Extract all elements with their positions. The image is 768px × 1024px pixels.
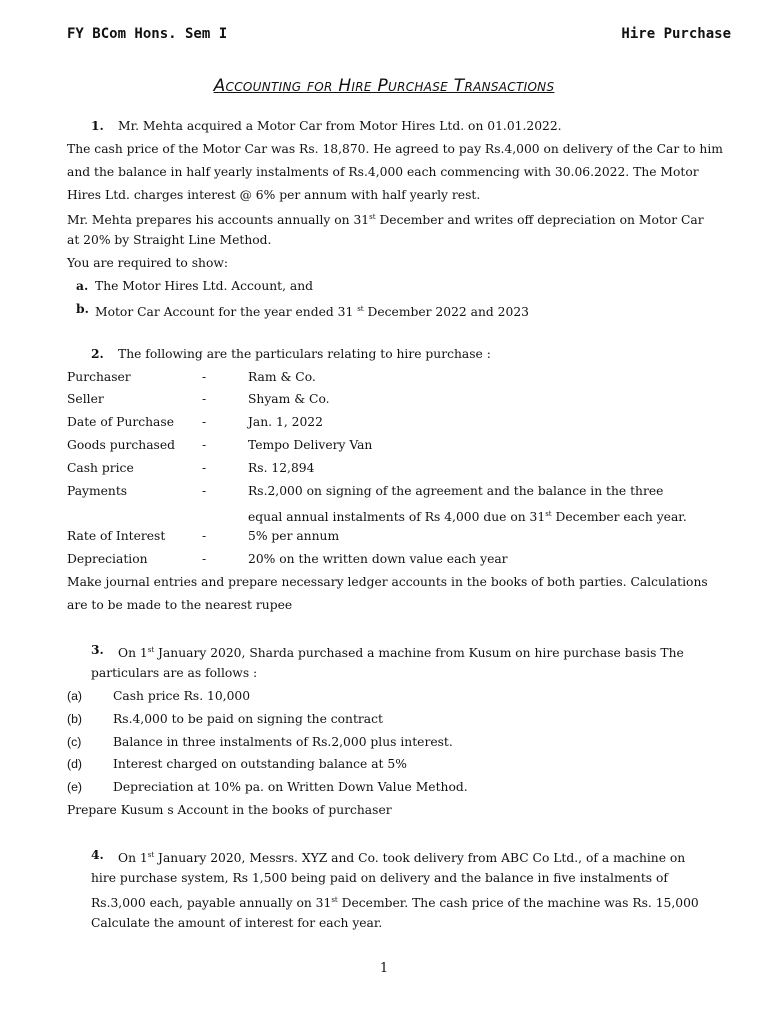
q3-item-mark: (b) xyxy=(67,712,83,726)
q3-item-mark: (e) xyxy=(67,780,83,794)
q4-number: 4. xyxy=(91,847,104,862)
q2-value-cash-price: Rs. 12,894 xyxy=(248,461,315,475)
q2-value-purchaser: Ram & Co. xyxy=(248,370,316,384)
q3-number: 3. xyxy=(91,642,104,657)
q1-line-4: Hires Ltd. charges interest @ 6% per annum with half yearly rest. xyxy=(67,188,481,202)
q4-line-1: On 1st January 2020, Messrs. XYZ and Co. took delivery from ABC Co Ltd., of a machine on xyxy=(118,851,686,865)
q1-item-a-mark: a. xyxy=(76,278,89,293)
q1-item-b: Motor Car Account for the year ended 31 $^{st}$ December 2022 and 2023 xyxy=(95,305,529,319)
page-title: Accounting for Hire Purchase Transactions xyxy=(213,76,555,96)
q3-item: Cash price Rs. 10,000 xyxy=(113,689,251,703)
q2-label-date: Date of Purchase xyxy=(67,415,174,429)
q2-value-payments-cont: equal annual instalments of Rs 4,000 due on 31st December each year. xyxy=(248,510,687,524)
q3-item: Interest charged on outstanding balance at 5% xyxy=(113,757,407,771)
q2-label-seller: Seller xyxy=(67,392,104,406)
q2-value-date: Jan. 1, 2022 xyxy=(248,415,323,429)
q3-line-2: particulars are as follows : xyxy=(91,666,258,680)
q2-dash: - xyxy=(202,461,207,475)
q1-line-5: Mr. Mehta prepares his accounts annually on 31st December and writes off depreciation on Motor Car xyxy=(67,213,704,227)
q2-intro: The following are the particulars relating to hire purchase : xyxy=(118,347,491,361)
q2-dash: - xyxy=(202,438,207,452)
q2-label-interest: Rate of Interest xyxy=(67,529,166,543)
q3-closing: Prepare Kusum s Account in the books of purchaser xyxy=(67,803,392,817)
q3-item-mark: (c) xyxy=(67,735,82,749)
q3-item-mark: (d) xyxy=(67,757,83,771)
q2-value-depreciation: 20% on the written down value each year xyxy=(248,552,508,566)
q2-value-seller: Shyam & Co. xyxy=(248,392,330,406)
q2-label-cash-price: Cash price xyxy=(67,461,134,475)
q2-dash: - xyxy=(202,415,207,429)
q2-dash: - xyxy=(202,370,207,384)
q2-value-payments: Rs.2,000 on signing of the agreement and the balance in the three xyxy=(248,484,664,498)
q3-item: Rs.4,000 to be paid on signing the contract xyxy=(113,712,383,726)
header-course: FY BCom Hons. Sem I xyxy=(67,26,228,42)
q2-label-purchaser: Purchaser xyxy=(67,370,131,384)
q2-closing-1: Make journal entries and prepare necessary ledger accounts in the books of both parties. Calculations xyxy=(67,575,708,589)
q3-item-mark: (a) xyxy=(67,689,83,703)
q3-line-1: On 1st January 2020, Sharda purchased a machine from Kusum on hire purchase basis The xyxy=(118,646,684,660)
q2-dash: - xyxy=(202,529,207,543)
page-number: 1 xyxy=(379,961,389,976)
q1-line-7: You are required to show: xyxy=(67,256,229,270)
q1-item-b-mark: b. xyxy=(76,301,89,316)
q3-item: Balance in three instalments of Rs.2,000 plus interest. xyxy=(113,735,453,749)
q2-label-payments: Payments xyxy=(67,484,128,498)
q1-item-a: The Motor Hires Ltd. Account, and xyxy=(95,279,314,293)
q2-label-goods: Goods purchased xyxy=(67,438,175,452)
q3-item: Depreciation at 10% pa. on Written Down Value Method. xyxy=(113,780,468,794)
q2-number: 2. xyxy=(91,346,104,361)
q2-closing-2: are to be made to the nearest rupee xyxy=(67,598,293,612)
q1-line-1: Mr. Mehta acquired a Motor Car from Motor Hires Ltd. on 01.01.2022. xyxy=(118,119,562,133)
q1-line-2: The cash price of the Motor Car was Rs. 18,870. He agreed to pay Rs.4,000 on delivery of the Car to him xyxy=(67,142,723,156)
q2-dash: - xyxy=(202,552,207,566)
q2-value-interest: 5% per annum xyxy=(248,529,340,543)
q2-dash: - xyxy=(202,484,207,498)
q4-line-3: Rs.3,000 each, payable annually on 31st December. The cash price of the machine was Rs. 15,000 xyxy=(91,896,699,910)
q2-value-goods: Tempo Delivery Van xyxy=(248,438,373,452)
q4-line-4: Calculate the amount of interest for each year. xyxy=(91,916,383,930)
q1-line-3: and the balance in half yearly instalments of Rs.4,000 each commencing with 30.06.2022. The Motor xyxy=(67,165,699,179)
q4-line-2: hire purchase system, Rs 1,500 being paid on delivery and the balance in five instalments of xyxy=(91,871,668,885)
q2-dash: - xyxy=(202,392,207,406)
q1-line-6: at 20% by Straight Line Method. xyxy=(67,233,272,247)
q2-label-depreciation: Depreciation xyxy=(67,552,148,566)
q1-number: 1. xyxy=(91,118,104,133)
header-topic: Hire Purchase xyxy=(621,26,731,42)
